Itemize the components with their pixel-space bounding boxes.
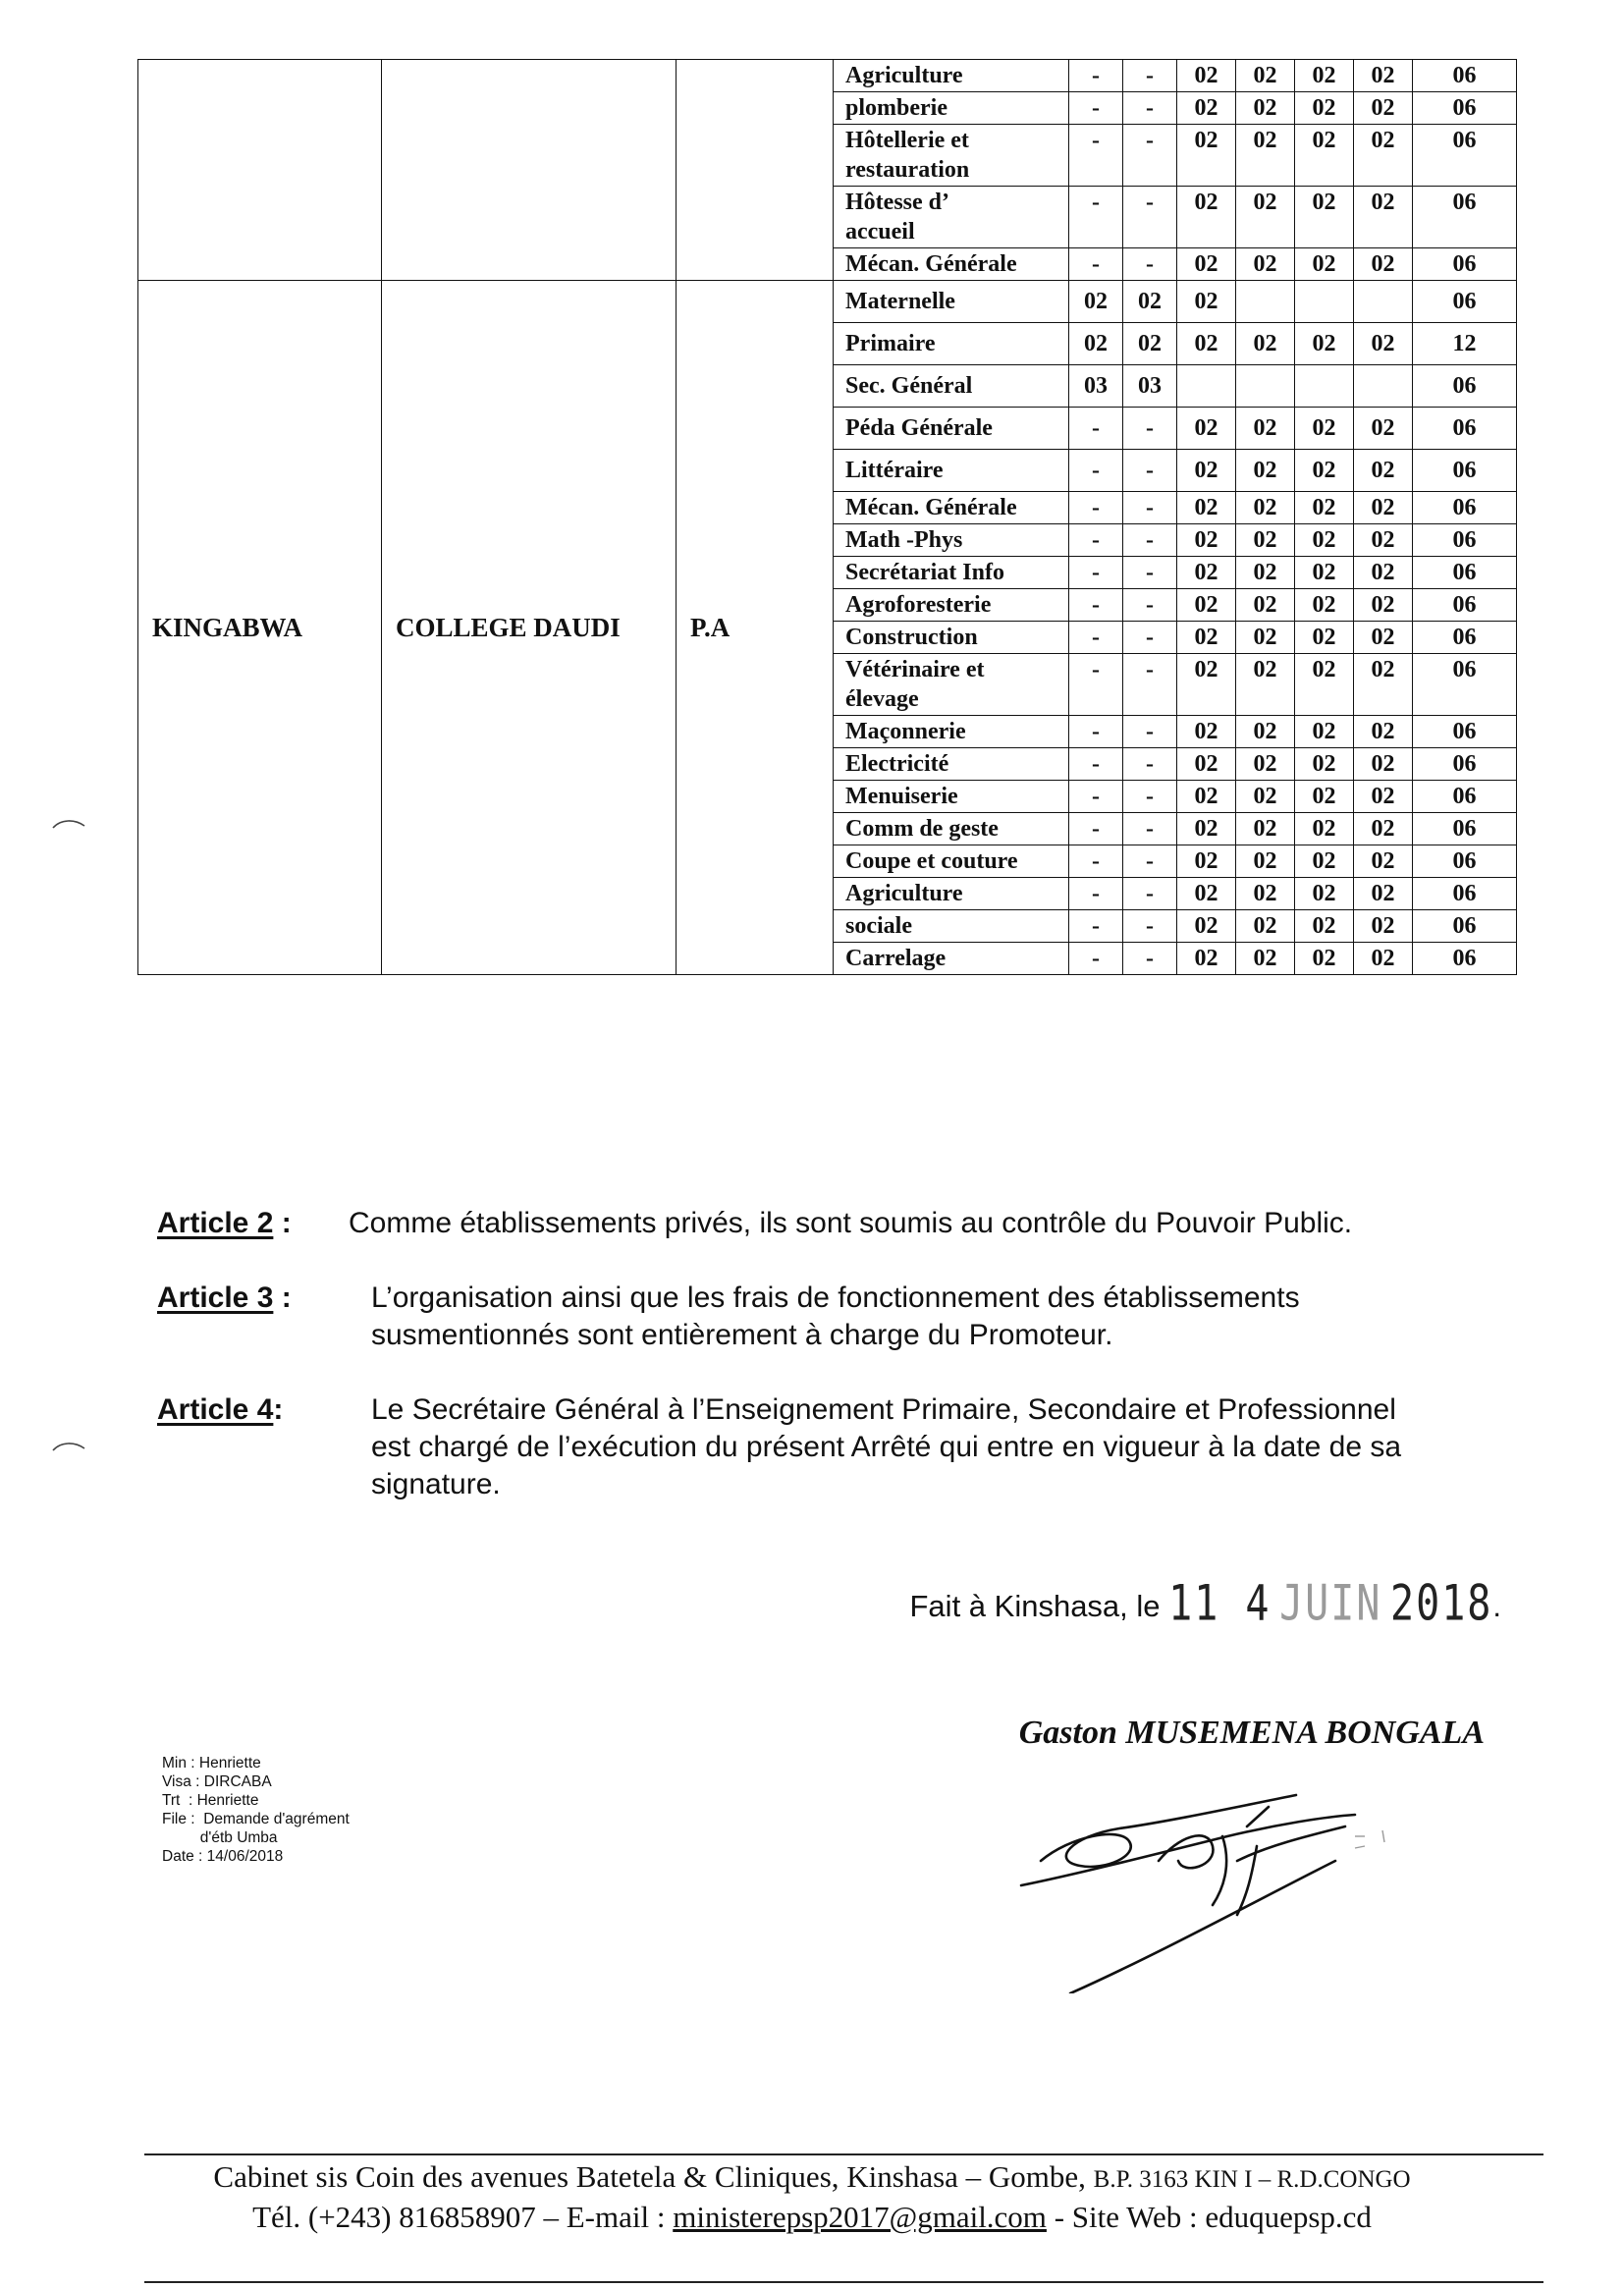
date-stamp-year: 2018 — [1390, 1575, 1493, 1632]
class-count-cell: 02 — [1177, 622, 1236, 654]
class-count-cell: 02 — [1123, 323, 1177, 365]
class-count-cell: - — [1069, 654, 1123, 716]
total-cell: 06 — [1413, 845, 1517, 878]
class-count-cell: 02 — [1236, 125, 1295, 187]
class-count-cell: 02 — [1295, 450, 1354, 492]
class-count-cell: 02 — [1354, 943, 1413, 975]
class-count-cell: 02 — [1236, 748, 1295, 781]
class-count-cell: - — [1069, 125, 1123, 187]
specialty-cell: Primaire — [834, 323, 1069, 365]
class-count-cell: 02 — [1236, 878, 1295, 910]
school-accreditation-table — [137, 59, 1516, 975]
class-count-cell: - — [1069, 92, 1123, 125]
class-count-cell: - — [1123, 60, 1177, 92]
class-count-cell: 02 — [1295, 524, 1354, 557]
class-count-cell: 02 — [1177, 408, 1236, 450]
total-cell: 06 — [1413, 910, 1517, 943]
class-count-cell: 02 — [1236, 248, 1295, 281]
total-cell: 06 — [1413, 654, 1517, 716]
class-count-cell: - — [1123, 943, 1177, 975]
article-3-label: Article 3 : — [157, 1281, 292, 1314]
class-count-cell: 02 — [1354, 557, 1413, 589]
class-count-cell: - — [1123, 748, 1177, 781]
total-cell: 06 — [1413, 813, 1517, 845]
total-cell: 06 — [1413, 781, 1517, 813]
class-count-cell: 02 — [1354, 92, 1413, 125]
specialty-cell: Maternelle — [834, 281, 1069, 323]
total-cell: 06 — [1413, 408, 1517, 450]
class-count-cell: - — [1069, 492, 1123, 524]
footer — [0, 2158, 1624, 2236]
class-count-cell: - — [1123, 92, 1177, 125]
class-count-cell: 02 — [1236, 60, 1295, 92]
total-cell: 06 — [1413, 492, 1517, 524]
date-stamp-day: 11 4 — [1168, 1575, 1272, 1632]
class-count-cell: 02 — [1354, 323, 1413, 365]
class-count-cell: 02 — [1177, 878, 1236, 910]
total-cell: 06 — [1413, 716, 1517, 748]
class-count-cell: 02 — [1295, 748, 1354, 781]
total-cell: 06 — [1413, 450, 1517, 492]
class-count-cell: - — [1069, 248, 1123, 281]
footer-postal: B.P. 3163 KIN I – R.D.CONGO — [1093, 2166, 1411, 2193]
class-count-cell: 02 — [1354, 813, 1413, 845]
signatory-name: Gaston MUSEMENA BONGALA — [1018, 1715, 1485, 1751]
class-count-cell — [1177, 365, 1236, 408]
class-count-cell: 02 — [1295, 845, 1354, 878]
class-count-cell: 02 — [1354, 878, 1413, 910]
class-count-cell: - — [1123, 878, 1177, 910]
class-count-cell: 02 — [1177, 910, 1236, 943]
class-count-cell: - — [1123, 492, 1177, 524]
class-count-cell: 02 — [1177, 716, 1236, 748]
class-count-cell: - — [1069, 450, 1123, 492]
specialty-cell: Construction — [834, 622, 1069, 654]
class-count-cell: 02 — [1236, 910, 1295, 943]
class-count-cell: 02 — [1295, 781, 1354, 813]
table-row — [138, 60, 1517, 92]
class-count-cell: 02 — [1354, 408, 1413, 450]
class-count-cell: 03 — [1123, 365, 1177, 408]
class-count-cell: 02 — [1177, 943, 1236, 975]
class-count-cell: 02 — [1295, 92, 1354, 125]
class-count-cell: - — [1069, 716, 1123, 748]
specialty-cell: Mécan. Générale — [834, 492, 1069, 524]
reference-block — [162, 1754, 350, 1866]
footer-address-text: Cabinet sis Coin des avenues Batetela & Cliniques, Kinshasa – Gombe, — [213, 2159, 1094, 2194]
total-cell: 06 — [1413, 748, 1517, 781]
class-count-cell: - — [1123, 910, 1177, 943]
class-count-cell: - — [1069, 910, 1123, 943]
specialty-cell: Electricité — [834, 748, 1069, 781]
specialty-cell: Littéraire — [834, 450, 1069, 492]
class-count-cell: - — [1123, 557, 1177, 589]
class-count-cell: - — [1069, 845, 1123, 878]
class-count-cell: 02 — [1354, 622, 1413, 654]
class-count-cell: 02 — [1177, 323, 1236, 365]
class-count-cell: - — [1123, 408, 1177, 450]
class-count-cell: 02 — [1236, 716, 1295, 748]
specialty-cell: Vétérinaire et élevage — [834, 654, 1069, 716]
class-count-cell: - — [1123, 845, 1177, 878]
total-cell: 06 — [1413, 248, 1517, 281]
class-count-cell: 02 — [1236, 408, 1295, 450]
class-count-cell: 02 — [1295, 622, 1354, 654]
class-count-cell: 02 — [1354, 492, 1413, 524]
class-count-cell: 02 — [1295, 60, 1354, 92]
total-cell: 06 — [1413, 943, 1517, 975]
location-cell: KINGABWA — [138, 281, 382, 975]
class-count-cell: - — [1069, 60, 1123, 92]
class-count-cell: 02 — [1354, 187, 1413, 248]
class-count-cell — [1295, 365, 1354, 408]
class-count-cell: - — [1069, 878, 1123, 910]
location-cell — [138, 60, 382, 281]
total-cell: 06 — [1413, 187, 1517, 248]
margin-mark-bottom — [49, 1436, 88, 1455]
class-count-cell: 02 — [1295, 248, 1354, 281]
specialty-cell: Mécan. Générale — [834, 248, 1069, 281]
specialty-cell: plomberie — [834, 92, 1069, 125]
class-count-cell: 02 — [1177, 524, 1236, 557]
class-count-cell: 02 — [1236, 943, 1295, 975]
class-count-cell: 02 — [1236, 450, 1295, 492]
class-count-cell: - — [1123, 125, 1177, 187]
reference-line: d'étb Umba — [162, 1829, 278, 1846]
class-count-cell: 02 — [1295, 813, 1354, 845]
total-cell: 06 — [1413, 125, 1517, 187]
class-count-cell: 02 — [1354, 125, 1413, 187]
class-count-cell: 02 — [1177, 845, 1236, 878]
specialty-cell: Comm de geste — [834, 813, 1069, 845]
class-count-cell: 02 — [1236, 654, 1295, 716]
class-count-cell: - — [1123, 450, 1177, 492]
class-count-cell: - — [1069, 813, 1123, 845]
class-count-cell: - — [1069, 557, 1123, 589]
class-count-cell — [1354, 365, 1413, 408]
class-count-cell: - — [1123, 813, 1177, 845]
date-stamp-month: JUIN — [1279, 1575, 1382, 1632]
reference-line: Trt : Henriette — [162, 1792, 259, 1809]
class-count-cell: - — [1069, 187, 1123, 248]
regime-cell — [677, 60, 834, 281]
class-count-cell: 02 — [1177, 125, 1236, 187]
footer-phone: Tél. (+243) 816858907 – E-mail : — [252, 2200, 674, 2234]
class-count-cell: 02 — [1354, 524, 1413, 557]
table-row — [138, 281, 1517, 323]
total-cell: 06 — [1413, 365, 1517, 408]
class-count-cell — [1295, 281, 1354, 323]
footer-website: - Site Web : eduquepsp.cd — [1046, 2200, 1372, 2234]
class-count-cell: 02 — [1236, 845, 1295, 878]
class-count-cell: 02 — [1236, 92, 1295, 125]
class-count-cell: 02 — [1354, 748, 1413, 781]
class-count-cell: 02 — [1177, 450, 1236, 492]
article-2-text: Comme établissements privés, ils sont soumis au contrôle du Pouvoir Public. — [349, 1207, 1353, 1239]
class-count-cell: - — [1123, 716, 1177, 748]
class-count-cell: - — [1069, 524, 1123, 557]
class-count-cell: 02 — [1177, 92, 1236, 125]
class-count-cell: 02 — [1177, 60, 1236, 92]
class-count-cell: 02 — [1236, 622, 1295, 654]
class-count-cell: 02 — [1295, 910, 1354, 943]
class-count-cell: - — [1069, 622, 1123, 654]
class-count-cell: 02 — [1295, 125, 1354, 187]
regime-cell: P.A — [677, 281, 834, 975]
class-count-cell: 02 — [1354, 781, 1413, 813]
class-count-cell: 02 — [1295, 654, 1354, 716]
class-count-cell: 02 — [1354, 60, 1413, 92]
class-count-cell: 02 — [1236, 492, 1295, 524]
class-count-cell: - — [1123, 524, 1177, 557]
specialty-cell: Coupe et couture — [834, 845, 1069, 878]
specialty-cell: Carrelage — [834, 943, 1069, 975]
specialty-cell: Hôtesse d’ accueil — [834, 187, 1069, 248]
class-count-cell: 02 — [1295, 557, 1354, 589]
school-name-cell — [382, 60, 677, 281]
footer-bottom-rule — [144, 2281, 1543, 2283]
class-count-cell: 02 — [1177, 248, 1236, 281]
class-count-cell: 02 — [1295, 943, 1354, 975]
specialty-cell: Math -Phys — [834, 524, 1069, 557]
total-cell: 06 — [1413, 281, 1517, 323]
specialty-cell: Agriculture — [834, 878, 1069, 910]
specialty-cell: Sec. Général — [834, 365, 1069, 408]
class-count-cell: 02 — [1177, 781, 1236, 813]
total-cell: 06 — [1413, 557, 1517, 589]
class-count-cell: 02 — [1295, 187, 1354, 248]
class-count-cell: 02 — [1236, 813, 1295, 845]
class-count-cell: 02 — [1236, 187, 1295, 248]
class-count-cell: - — [1069, 748, 1123, 781]
total-cell: 12 — [1413, 323, 1517, 365]
class-count-cell: 02 — [1177, 654, 1236, 716]
total-cell: 06 — [1413, 622, 1517, 654]
article-2-label: Article 2 : — [157, 1207, 292, 1239]
total-cell: 06 — [1413, 60, 1517, 92]
class-count-cell: 02 — [1177, 492, 1236, 524]
class-count-cell: 02 — [1236, 323, 1295, 365]
margin-mark-top — [49, 813, 88, 833]
reference-line: Visa : DIRCABA — [162, 1773, 272, 1790]
class-count-cell: - — [1123, 622, 1177, 654]
handwritten-signature — [1011, 1768, 1434, 1993]
specialty-cell: Agriculture — [834, 60, 1069, 92]
class-count-cell: 02 — [1177, 813, 1236, 845]
class-count-cell: 02 — [1069, 323, 1123, 365]
place-and-date — [909, 1575, 1502, 1632]
total-cell: 06 — [1413, 92, 1517, 125]
total-cell: 06 — [1413, 589, 1517, 622]
class-count-cell: 02 — [1295, 716, 1354, 748]
class-count-cell: 02 — [1236, 781, 1295, 813]
footer-email-link[interactable]: ministerepsp2017@gmail.com — [673, 2200, 1047, 2234]
class-count-cell: - — [1123, 589, 1177, 622]
specialty-cell: Agroforesterie — [834, 589, 1069, 622]
total-cell: 06 — [1413, 878, 1517, 910]
specialty-cell: Péda Générale — [834, 408, 1069, 450]
class-count-cell: 02 — [1295, 878, 1354, 910]
class-count-cell: 02 — [1354, 845, 1413, 878]
class-count-cell: 02 — [1354, 654, 1413, 716]
class-count-cell: 02 — [1123, 281, 1177, 323]
class-count-cell: 02 — [1354, 910, 1413, 943]
footer-contact — [0, 2199, 1624, 2236]
class-count-cell: 02 — [1354, 589, 1413, 622]
class-count-cell: - — [1069, 943, 1123, 975]
class-count-cell: 02 — [1354, 450, 1413, 492]
article-4-text: Le Secrétaire Général à l’Enseignement Primaire, Secondaire et Professionnel est chargé de l’exécution du présent Arrêté qui entre en vigueur à la date de sa signature. — [371, 1393, 1402, 1500]
class-count-cell: - — [1069, 408, 1123, 450]
total-cell: 06 — [1413, 524, 1517, 557]
class-count-cell: 02 — [1177, 187, 1236, 248]
class-count-cell: - — [1123, 187, 1177, 248]
class-count-cell — [1236, 365, 1295, 408]
class-count-cell: 02 — [1236, 589, 1295, 622]
specialty-cell: Secrétariat Info — [834, 557, 1069, 589]
class-count-cell: 02 — [1295, 408, 1354, 450]
class-count-cell: - — [1069, 781, 1123, 813]
school-name-cell: COLLEGE DAUDI — [382, 281, 677, 975]
class-count-cell: 02 — [1354, 248, 1413, 281]
specialty-cell: Maçonnerie — [834, 716, 1069, 748]
specialty-class-table — [137, 59, 1517, 975]
footer-address — [0, 2158, 1624, 2199]
reference-line: Min : Henriette — [162, 1755, 261, 1771]
class-count-cell: - — [1123, 654, 1177, 716]
reference-line: Date : 14/06/2018 — [162, 1848, 284, 1865]
class-count-cell: - — [1123, 781, 1177, 813]
class-count-cell: 02 — [1177, 748, 1236, 781]
class-count-cell: 02 — [1295, 492, 1354, 524]
class-count-cell — [1354, 281, 1413, 323]
class-count-cell: 02 — [1354, 716, 1413, 748]
place-text: Fait à Kinshasa, le — [909, 1589, 1169, 1623]
class-count-cell: - — [1123, 248, 1177, 281]
class-count-cell: 02 — [1177, 281, 1236, 323]
class-count-cell — [1236, 281, 1295, 323]
class-count-cell: 02 — [1069, 281, 1123, 323]
class-count-cell: 03 — [1069, 365, 1123, 408]
specialty-cell: Menuiserie — [834, 781, 1069, 813]
class-count-cell: 02 — [1177, 557, 1236, 589]
specialty-cell: sociale — [834, 910, 1069, 943]
class-count-cell: 02 — [1177, 589, 1236, 622]
class-count-cell: - — [1069, 589, 1123, 622]
footer-top-rule — [144, 2153, 1543, 2155]
date-end: . — [1492, 1589, 1501, 1623]
class-count-cell: 02 — [1236, 524, 1295, 557]
class-count-cell: 02 — [1295, 323, 1354, 365]
class-count-cell: 02 — [1295, 589, 1354, 622]
class-count-cell: 02 — [1236, 557, 1295, 589]
reference-line: File : Demande d'agrément — [162, 1811, 350, 1827]
specialty-cell: Hôtellerie et restauration — [834, 125, 1069, 187]
article-4-label: Article 4: — [157, 1393, 284, 1426]
article-3-text: L’organisation ainsi que les frais de fonctionnement des établissements susmentionnés sont entièrement à charge du Promoteur. — [371, 1281, 1300, 1351]
